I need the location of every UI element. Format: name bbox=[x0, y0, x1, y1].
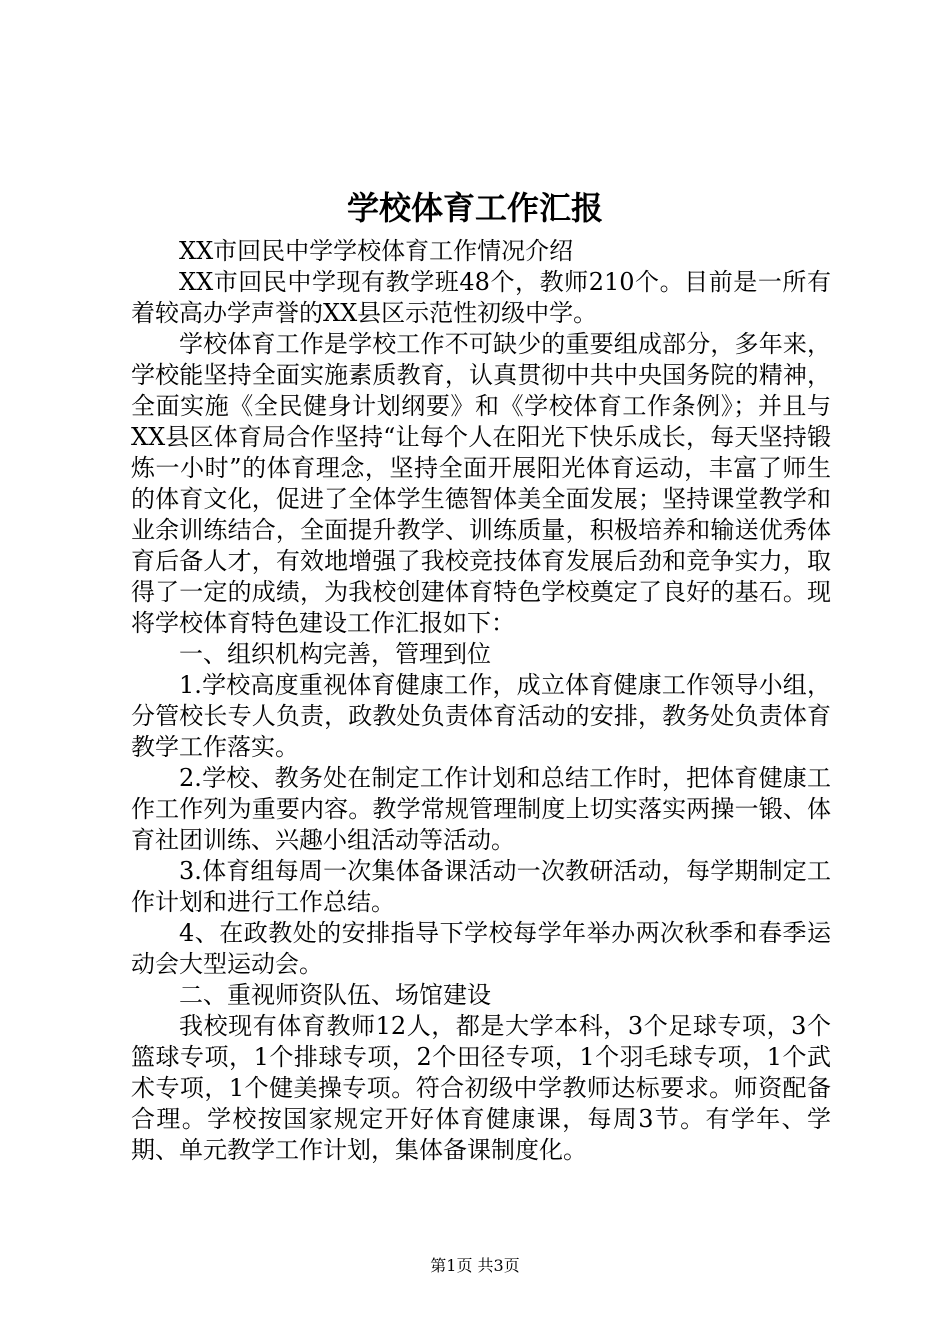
document-title: 学校体育工作汇报 bbox=[346, 189, 603, 227]
page-number-footer: 第1页 共3页 bbox=[430, 1256, 520, 1275]
document-body bbox=[131, 236, 831, 1166]
section-heading-organization: 一、组织机构完善，管理到位 bbox=[179, 640, 491, 668]
list-item-2: 2.学校、教务处在制定工作计划和总结工作时，把体育健康工作工作列为重要内容。教学常规管理制度上切实落实两操一锻、体育社团训练、兴趣小组活动等活动。 bbox=[131, 764, 831, 854]
intro-heading: XX市回民中学学校体育工作情况介绍 bbox=[179, 237, 574, 265]
list-item-1: 1.学校高度重视体育健康工作，成立体育健康工作领导小组，分管校长专人负责，政教处负责体育活动的安排，教务处负责体育教学工作落实。 bbox=[131, 671, 831, 761]
staff-paragraph: 我校现有体育教师12人，都是大学本科，3个足球专项，3个篮球专项，1个排球专项，2个田径专项，1个羽毛球专项，1个武术专项，1个健美操专项。符合初级中学教师达标要求。师资配备合理。学校按国家规定开好体育健康课，每周3节。有学年、学期、单元教学工作计划，集体备课制度化。 bbox=[131, 1012, 831, 1164]
list-item-4: 4、在政教处的安排指导下学校每学年举办两次秋季和春季运动会大型运动会。 bbox=[131, 919, 831, 978]
section-heading-staff: 二、重视师资队伍、场馆建设 bbox=[179, 981, 491, 1009]
list-item-3: 3.体育组每周一次集体备课活动一次教研活动，每学期制定工作计划和进行工作总结。 bbox=[131, 857, 831, 916]
sports-work-paragraph: 学校体育工作是学校工作不可缺少的重要组成部分，多年来，学校能坚持全面实施素质教育，认真贯彻中共中央国务院的精神，全面实施《全民健身计划纲要》和《学校体育工作条例》；并且与XX县区体育局合作坚持“让每个人在阳光下快乐成长，每天坚持锻炼一小时”的体育理念，坚持全面开展阳光体育运动，丰富了师生的体育文化，促进了全体学生德智体美全面发展；坚持课堂教学和业余训练结合，全面提升教学、训练质量，积极培养和输送优秀体育后备人才，有效地增强了我校竞技体育发展后劲和竞争实力，取得了一定的成绩，为我校创建体育特色学校奠定了良好的基石。现将学校体育特色建设工作汇报如下： bbox=[131, 330, 831, 637]
school-overview-paragraph: XX市回民中学现有教学班48个，教师210个。目前是一所有着较高办学声誉的XX县区示范性初级中学。 bbox=[131, 268, 831, 327]
